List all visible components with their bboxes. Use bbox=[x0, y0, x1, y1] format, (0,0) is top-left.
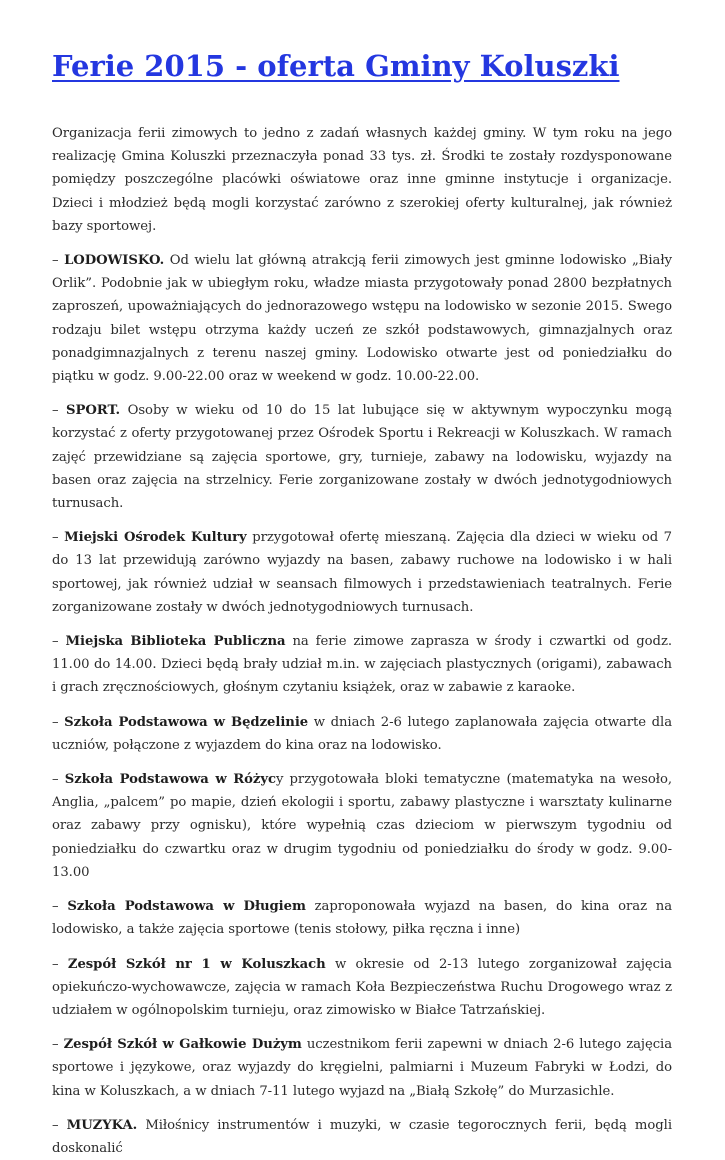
paragraph-sp-dlugie bbox=[52, 895, 672, 941]
paragraph-text: Od wielu lat główną atrakcją ferii zimowych jest gminne lodowisko „Biały Orlik”. Podobnie jak w ubiegłym roku, władze miasta przygotowały ponad 2800 bezpłatnych zaproszeń, upoważniających do jednorazowego wstępu na lodowisko w sezonie 2015. Swego rodzaju bilet wstępu otrzyma każdy uczeń ze szkół podstawowych, gimnazjalnych oraz ponadgimnazjalnych z terenu naszej gminy. Lodowisko otwarte jest od poniedziałku do piątku w godz. 9.00-22.00 oraz w weekend w godz. 10.00-22.00. bbox=[52, 253, 672, 385]
paragraph-biblioteka bbox=[52, 630, 672, 700]
paragraph-intro bbox=[52, 122, 672, 238]
paragraph-sp-bedzelin bbox=[52, 711, 672, 757]
paragraph-text: y przygotowała bloki tematyczne (matematyka na wesoło, Anglia, „palcem” po mapie, dzień ekologii i sportu, zabawy plastyczne i warsztaty kulinarne oraz zabawy przy ognisku), które wypełnią czas dzieciom w pierwszym tygodniu od poniedziałku do czwartku oraz w drugim tygodniu od poniedziałku do środy w godz. 9.00-13.00 bbox=[52, 772, 673, 880]
paragraph-text: na ferie zimowe zaprasza w środy i czwartki od godz. 11.00 do 14.00. Dzieci będą brały udział m.in. w zajęciach plastycznych (origami), zabawach i grach zręcznościowych, głośnym czytaniu książek, oraz w zabawie z karaoke. bbox=[52, 634, 672, 696]
paragraph-dash: – bbox=[52, 772, 65, 788]
paragraph-zs1-koluszki bbox=[52, 953, 672, 1023]
paragraph-muzyka bbox=[52, 1114, 672, 1160]
paragraph-text: Organizacja ferii zimowych to jedno z zadań własnych każdej gminy. W tym roku na jego realizację Gmina Koluszki przeznaczyła ponad 33 tys. zł. Środki te zostały rozdysponowane pomiędzy poszczególne placówki oświatowe oraz inne gminne instytucje i organizacje. Dzieci i młodzież będą mogli korzystać zarówno z szerokiej oferty kulturalnej, jak również bazy sportowej. bbox=[52, 126, 672, 234]
paragraph-heading: Miejska Biblioteka Publiczna bbox=[65, 634, 286, 650]
paragraph-dash: – bbox=[52, 253, 65, 269]
paragraph-zs-galkow bbox=[52, 1033, 672, 1103]
paragraph-text: w okresie od 2-13 lutego zorganizował zajęcia opiekuńczo-wychowawcze, zajęcia w ramach Koła Bezpieczeństwa Ruchu Drogowego wraz z udziałem w ogólnopolskim turnieju, oraz zimowisko w Białce Tatrzańskiej. bbox=[52, 956, 672, 1018]
paragraph-dash: – bbox=[52, 634, 66, 650]
paragraph-dash: – bbox=[52, 530, 65, 546]
paragraph-heading: Miejski Ośrodek Kultury bbox=[64, 530, 247, 546]
paragraph-text: Osoby w wieku od 10 do 15 lat lubujące się w aktywnym wypoczynku mogą korzystać z oferty przygotowanej przez Ośrodek Sportu i Rekreacji w Koluszkach. W ramach zajęć przewidziane są zajęcia sportowe, gry, turnieje, zabawy na lodowisku, wyjazdy na basen oraz zajęcia na strzelnicy. Ferie zorganizowane zostały w dwóch jednotygodniowych turnusach. bbox=[52, 403, 673, 512]
paragraph-lodowisko bbox=[52, 249, 672, 388]
paragraph-heading: Szkoła Podstawowa w Będzelinie bbox=[64, 714, 309, 730]
paragraph-heading: Zespół Szkół nr 1 w Koluszkach bbox=[67, 956, 326, 972]
article bbox=[52, 0, 672, 1160]
paragraph-sp-rozyca bbox=[52, 768, 672, 884]
paragraph-mok bbox=[52, 526, 672, 619]
paragraph-text: przygotował ofertę mieszaną. Zajęcia dla dzieci w wieku od 7 do 13 lat przewidują zarówno wyjazdy na basen, zabawy ruchowe na lodowisko i w hali sportowej, jak również udział w seansach filmowych i przedstawieniach teatralnych. Ferie zorganizowane zostały w dwóch jednotygodniowych turnusach. bbox=[52, 530, 673, 615]
paragraph-dash: – bbox=[52, 1117, 67, 1133]
paragraph-heading: Szkoła Podstawowa w Różyc bbox=[64, 772, 276, 788]
paragraph-heading: LODOWISKO. bbox=[64, 253, 165, 269]
article-title-link[interactable]: Ferie 2015 - oferta Gminy Koluszki bbox=[52, 49, 620, 83]
paragraph-heading: Zespół Szkół w Gałkowie Dużym bbox=[63, 1037, 302, 1053]
paragraph-text: zaproponowała wyjazd na basen, do kina oraz na lodowisko, a także zajęcia sportowe (tenis stołowy, piłka ręczna i inne) bbox=[52, 899, 673, 938]
paragraph-text: w dniach 2-6 lutego zaplanowała zajęcia otwarte dla uczniów, połączone z wyjazdem do kina oraz na lodowisko. bbox=[52, 714, 673, 753]
paragraph-dash: – bbox=[52, 899, 68, 915]
article-body bbox=[52, 122, 672, 1160]
paragraph-text: uczestnikom ferii zapewni w dniach 2-6 lutego zajęcia sportowe i językowe, oraz wyjazdy do kręgielni, palmiarni i Muzeum Fabryki w Łodzi, do kina w Koluszkach, a w dniach 7-11 lutego wyjazd na „Białą Szkołę” do Murzasichle. bbox=[52, 1037, 673, 1099]
paragraph-dash: – bbox=[52, 714, 65, 730]
paragraph-dash: – bbox=[52, 1037, 64, 1053]
paragraph-text: Miłośnicy instrumentów i muzyki, w czasie tegorocznych ferii, będą mogli doskonalić bbox=[52, 1117, 672, 1156]
paragraph-heading: Szkoła Podstawowa w Długiem bbox=[67, 899, 306, 915]
paragraph-dash: – bbox=[52, 403, 67, 419]
paragraph-sport bbox=[52, 399, 672, 515]
paragraph-heading: SPORT. bbox=[66, 403, 121, 419]
paragraph-dash: – bbox=[52, 956, 68, 972]
paragraph-heading: MUZYKA. bbox=[66, 1117, 138, 1133]
